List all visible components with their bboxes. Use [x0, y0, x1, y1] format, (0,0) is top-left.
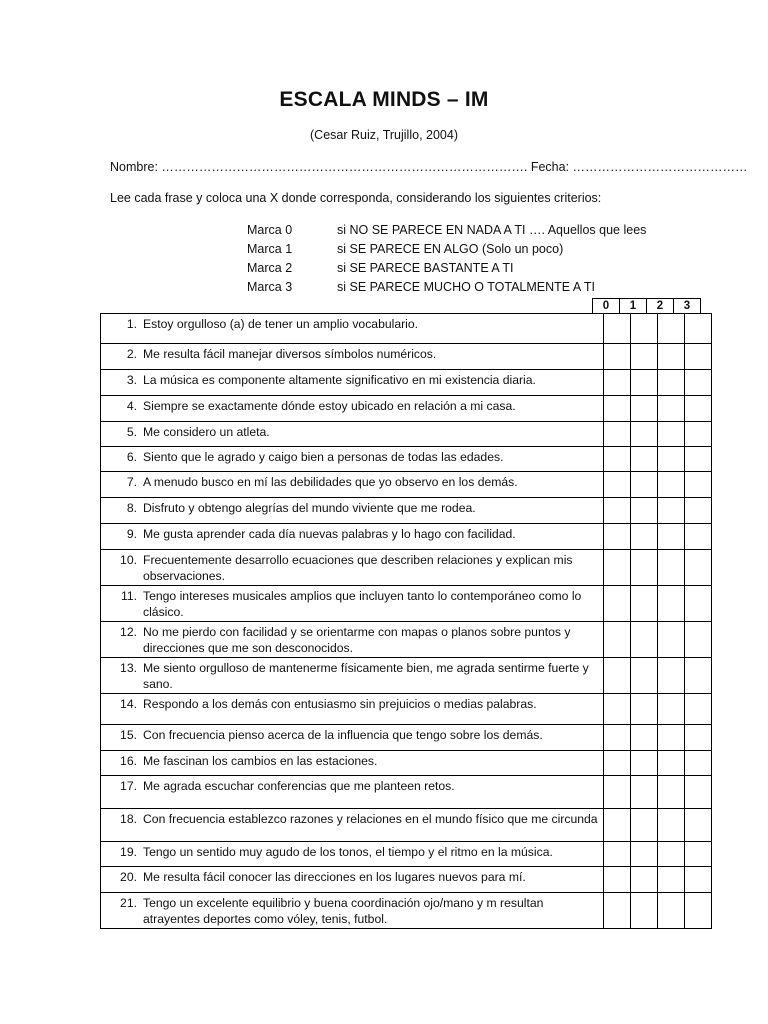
answer-box-3[interactable]: [685, 893, 712, 929]
item-row: [101, 422, 712, 447]
answer-box-2[interactable]: [658, 842, 685, 867]
answer-box-0[interactable]: [604, 694, 631, 725]
item: [107, 500, 599, 516]
answer-box-2[interactable]: [658, 867, 685, 893]
answer-box-1[interactable]: [631, 447, 658, 472]
score-header: 2: [647, 299, 674, 314]
item-row: [101, 867, 712, 893]
answer-box-0[interactable]: [604, 498, 631, 524]
item-number: 6.: [126, 450, 137, 464]
answer-box-3[interactable]: [685, 867, 712, 893]
answer-box-3[interactable]: [685, 396, 712, 422]
item-text: Tengo un excelente equilibrio y buena coordinación ojo/mano y m resultan atrayentes deportes como vóley, tenis, futbol.: [143, 896, 544, 926]
answer-box-3[interactable]: [685, 344, 712, 370]
item-text-cell: [101, 658, 604, 694]
item: [107, 753, 599, 769]
item: [107, 316, 599, 332]
item: [107, 449, 599, 465]
item: [107, 398, 599, 414]
answer-box-0[interactable]: [604, 842, 631, 867]
answer-box-0[interactable]: [604, 776, 631, 809]
criteria-mark: Marca 2: [247, 261, 293, 275]
item-number: 7.: [126, 475, 137, 489]
answer-box-2[interactable]: [658, 751, 685, 776]
answer-box-2[interactable]: [658, 447, 685, 472]
answer-box-0[interactable]: [604, 422, 631, 447]
name-date-line: Nombre: ……………………………………………………………………………. Fecha: ……………………………………: [110, 160, 748, 174]
answer-box-3[interactable]: [685, 751, 712, 776]
item-row: [101, 396, 712, 422]
answer-box-2[interactable]: [658, 725, 685, 751]
answer-box-2[interactable]: [658, 396, 685, 422]
instructions: Lee cada frase y coloca una X donde corresponda, considerando los siguientes criterios:: [110, 191, 602, 205]
item-row: [101, 524, 712, 550]
item-number: 4.: [126, 399, 137, 413]
answer-box-1[interactable]: [631, 658, 658, 694]
item-text-cell: [101, 809, 604, 842]
item-row: [101, 658, 712, 694]
answer-box-0[interactable]: [604, 472, 631, 498]
answer-box-2[interactable]: [658, 586, 685, 622]
item-text-cell: [101, 776, 604, 809]
item-row: [101, 498, 712, 524]
answer-box-3[interactable]: [685, 524, 712, 550]
item-number: 2.: [126, 347, 137, 361]
item-text: Me agrada escuchar conferencias que me planteen retos.: [143, 779, 455, 793]
item: [107, 372, 599, 388]
item: [107, 660, 599, 692]
item-number: 20.: [120, 870, 137, 884]
item-text: Me resulta fácil conocer las direcciones en los lugares nuevos para mí.: [143, 870, 526, 884]
item-text: Me resulta fácil manejar diversos símbolos numéricos.: [143, 347, 437, 361]
answer-box-1[interactable]: [631, 586, 658, 622]
item-row: [101, 344, 712, 370]
criteria-row: [247, 221, 646, 240]
item-text: Disfruto y obtengo alegrías del mundo viviente que me rodea.: [143, 501, 476, 515]
item-row: [101, 751, 712, 776]
item-number: 13.: [120, 661, 137, 675]
item-text: Siempre se exactamente dónde estoy ubicado en relación a mi casa.: [143, 399, 516, 413]
item-number: 19.: [120, 845, 137, 859]
item: [107, 346, 599, 362]
criteria-description: si NO SE PARECE EN NADA A TI …. Aquellos que lees: [337, 223, 647, 237]
answer-box-1[interactable]: [631, 776, 658, 809]
item-text-cell: [101, 622, 604, 658]
score-header: 1: [620, 299, 647, 314]
item: [107, 811, 599, 827]
answer-box-1[interactable]: [631, 498, 658, 524]
score-header: 3: [674, 299, 701, 314]
item-row: [101, 447, 712, 472]
item-text-cell: [101, 867, 604, 893]
item-text-cell: [101, 422, 604, 447]
answer-box-1[interactable]: [631, 694, 658, 725]
answer-box-1[interactable]: [631, 809, 658, 842]
item-number: 17.: [120, 779, 137, 793]
item-text: Siento que le agrado y caigo bien a personas de todas las edades.: [143, 450, 504, 464]
answer-box-0[interactable]: [604, 622, 631, 658]
item: [107, 844, 599, 860]
answer-box-2[interactable]: [658, 524, 685, 550]
item-number: 10.: [120, 553, 137, 567]
answer-box-2[interactable]: [658, 422, 685, 447]
item-text: Respondo a los demás con entusiasmo sin prejuicios o medias palabras.: [143, 697, 537, 711]
item-text: Con frecuencia establezco razones y relaciones en el mundo físico que me circunda: [143, 812, 598, 826]
answer-box-2[interactable]: [658, 694, 685, 725]
answer-box-2[interactable]: [658, 809, 685, 842]
item-text-cell: [101, 893, 604, 929]
answer-box-3[interactable]: [685, 809, 712, 842]
item-text-cell: [101, 751, 604, 776]
answer-box-2[interactable]: [658, 776, 685, 809]
item-number: 21.: [120, 896, 137, 910]
item: [107, 778, 599, 794]
answer-box-1[interactable]: [631, 751, 658, 776]
answer-box-3[interactable]: [685, 314, 712, 344]
item-text-cell: [101, 344, 604, 370]
item-text: Tengo intereses musicales amplios que incluyen tanto lo contemporáneo como lo clásico.: [143, 589, 582, 619]
item-number: 5.: [126, 425, 137, 439]
item-number: 1.: [126, 317, 137, 331]
item-text: A menudo busco en mí las debilidades que yo observo en los demás.: [143, 475, 518, 489]
item: [107, 552, 599, 584]
item-row: [101, 809, 712, 842]
item-row: [101, 370, 712, 396]
item-row: [101, 314, 712, 344]
answer-box-1[interactable]: [631, 893, 658, 929]
answer-box-2[interactable]: [658, 893, 685, 929]
item-number: 18.: [120, 812, 137, 826]
item-text-cell: [101, 550, 604, 586]
answer-box-1[interactable]: [631, 472, 658, 498]
item-text-cell: [101, 396, 604, 422]
answer-box-0[interactable]: [604, 809, 631, 842]
item-text-cell: [101, 447, 604, 472]
item-row: [101, 622, 712, 658]
item-number: 3.: [126, 373, 137, 387]
answer-box-2[interactable]: [658, 658, 685, 694]
item-text: Me siento orgulloso de mantenerme físicamente bien, me agrada sentirme fuerte y sano.: [143, 661, 589, 691]
item: [107, 424, 599, 440]
answer-box-2[interactable]: [658, 344, 685, 370]
answer-box-3[interactable]: [685, 586, 712, 622]
answer-box-0[interactable]: [604, 550, 631, 586]
item-row: [101, 842, 712, 867]
criteria-description: si SE PARECE EN ALGO (Solo un poco): [337, 242, 564, 256]
answer-box-0[interactable]: [604, 867, 631, 893]
item-number: 15.: [120, 728, 137, 742]
answer-box-0[interactable]: [604, 344, 631, 370]
criteria-mark: Marca 0: [247, 223, 293, 237]
item-text: No me pierdo con facilidad y se orientarme con mapas o planos sobre puntos y direcciones que me son desconocidos.: [143, 625, 571, 655]
answer-box-2[interactable]: [658, 622, 685, 658]
item: [107, 869, 599, 885]
item-text: Me fascinan los cambios en las estaciones.: [143, 754, 378, 768]
answer-box-0[interactable]: [604, 447, 631, 472]
item-text-cell: [101, 842, 604, 867]
item: [107, 727, 599, 743]
criteria-description: si SE PARECE BASTANTE A TI: [337, 261, 514, 275]
criteria-description: si SE PARECE MUCHO O TOTALMENTE A TI: [337, 280, 595, 294]
item-text: Me gusta aprender cada día nuevas palabras y lo hago con facilidad.: [143, 527, 516, 541]
answer-box-1[interactable]: [631, 622, 658, 658]
answer-box-1[interactable]: [631, 422, 658, 447]
item-text: Me considero un atleta.: [143, 425, 270, 439]
criteria-row: [247, 278, 646, 297]
item-text: La música es componente altamente significativo en mi existencia diaria.: [143, 373, 536, 387]
answer-box-1[interactable]: [631, 842, 658, 867]
answer-box-0[interactable]: [604, 751, 631, 776]
answer-box-3[interactable]: [685, 776, 712, 809]
items-table: [100, 313, 712, 929]
answer-box-1[interactable]: [631, 867, 658, 893]
answer-box-0[interactable]: [604, 314, 631, 344]
criteria-row: [247, 240, 646, 259]
answer-box-1[interactable]: [631, 370, 658, 396]
document-subtitle: (Cesar Ruiz, Trujillo, 2004): [310, 128, 458, 142]
answer-box-3[interactable]: [685, 694, 712, 725]
answer-box-3[interactable]: [685, 658, 712, 694]
answer-box-2[interactable]: [658, 370, 685, 396]
score-header: 0: [593, 299, 620, 314]
item: [107, 696, 599, 712]
item-row: [101, 893, 712, 929]
answer-box-1[interactable]: [631, 550, 658, 586]
criteria-mark: Marca 3: [247, 280, 293, 294]
answer-box-1[interactable]: [631, 524, 658, 550]
answer-box-1[interactable]: [631, 725, 658, 751]
item-text-cell: [101, 694, 604, 725]
answer-box-0[interactable]: [604, 725, 631, 751]
answer-box-3[interactable]: [685, 842, 712, 867]
answer-box-3[interactable]: [685, 370, 712, 396]
item: [107, 474, 599, 490]
item-text: Tengo un sentido muy agudo de los tonos, el tiempo y el ritmo en la música.: [143, 845, 553, 859]
answer-box-3[interactable]: [685, 447, 712, 472]
answer-box-3[interactable]: [685, 472, 712, 498]
answer-box-1[interactable]: [631, 344, 658, 370]
item-number: 8.: [126, 501, 137, 515]
answer-box-2[interactable]: [658, 550, 685, 586]
score-header-table: [592, 298, 701, 314]
answer-box-1[interactable]: [631, 314, 658, 344]
answer-box-1[interactable]: [631, 396, 658, 422]
answer-box-0[interactable]: [604, 396, 631, 422]
answer-box-2[interactable]: [658, 314, 685, 344]
answer-box-0[interactable]: [604, 524, 631, 550]
item-row: [101, 472, 712, 498]
criteria-row: [247, 259, 646, 278]
item-row: [101, 725, 712, 751]
item-row: [101, 586, 712, 622]
item-number: 16.: [120, 754, 137, 768]
item-number: 9.: [126, 527, 137, 541]
item-text-cell: [101, 314, 604, 344]
item-text-cell: [101, 524, 604, 550]
answer-box-2[interactable]: [658, 498, 685, 524]
item-row: [101, 694, 712, 725]
answer-box-3[interactable]: [685, 498, 712, 524]
item: [107, 526, 599, 542]
item: [107, 588, 599, 620]
answer-box-3[interactable]: [685, 422, 712, 447]
item-text-cell: [101, 498, 604, 524]
item-text-cell: [101, 586, 604, 622]
item-text-cell: [101, 472, 604, 498]
item-text: Estoy orgulloso (a) de tener un amplio vocabulario.: [143, 317, 419, 331]
answer-box-3[interactable]: [685, 622, 712, 658]
criteria-mark: Marca 1: [247, 242, 293, 256]
item-number: 14.: [120, 697, 137, 711]
item-text-cell: [101, 725, 604, 751]
item: [107, 895, 599, 927]
item-number: 11.: [120, 589, 137, 603]
item-row: [101, 550, 712, 586]
answer-box-0[interactable]: [604, 893, 631, 929]
answer-box-3[interactable]: [685, 550, 712, 586]
item-row: [101, 776, 712, 809]
answer-box-0[interactable]: [604, 370, 631, 396]
answer-box-3[interactable]: [685, 725, 712, 751]
criteria-list: [247, 221, 646, 297]
item-text-cell: [101, 370, 604, 396]
item-text: Con frecuencia pienso acerca de la influencia que tengo sobre los demás.: [143, 728, 543, 742]
item: [107, 624, 599, 656]
item-text: Frecuentemente desarrollo ecuaciones que describen relaciones y explican mis observaciones.: [143, 553, 573, 583]
answer-box-2[interactable]: [658, 472, 685, 498]
document-title: ESCALA MINDS – IM: [279, 88, 489, 111]
answer-box-0[interactable]: [604, 658, 631, 694]
answer-box-0[interactable]: [604, 586, 631, 622]
item-number: 12.: [120, 625, 137, 639]
